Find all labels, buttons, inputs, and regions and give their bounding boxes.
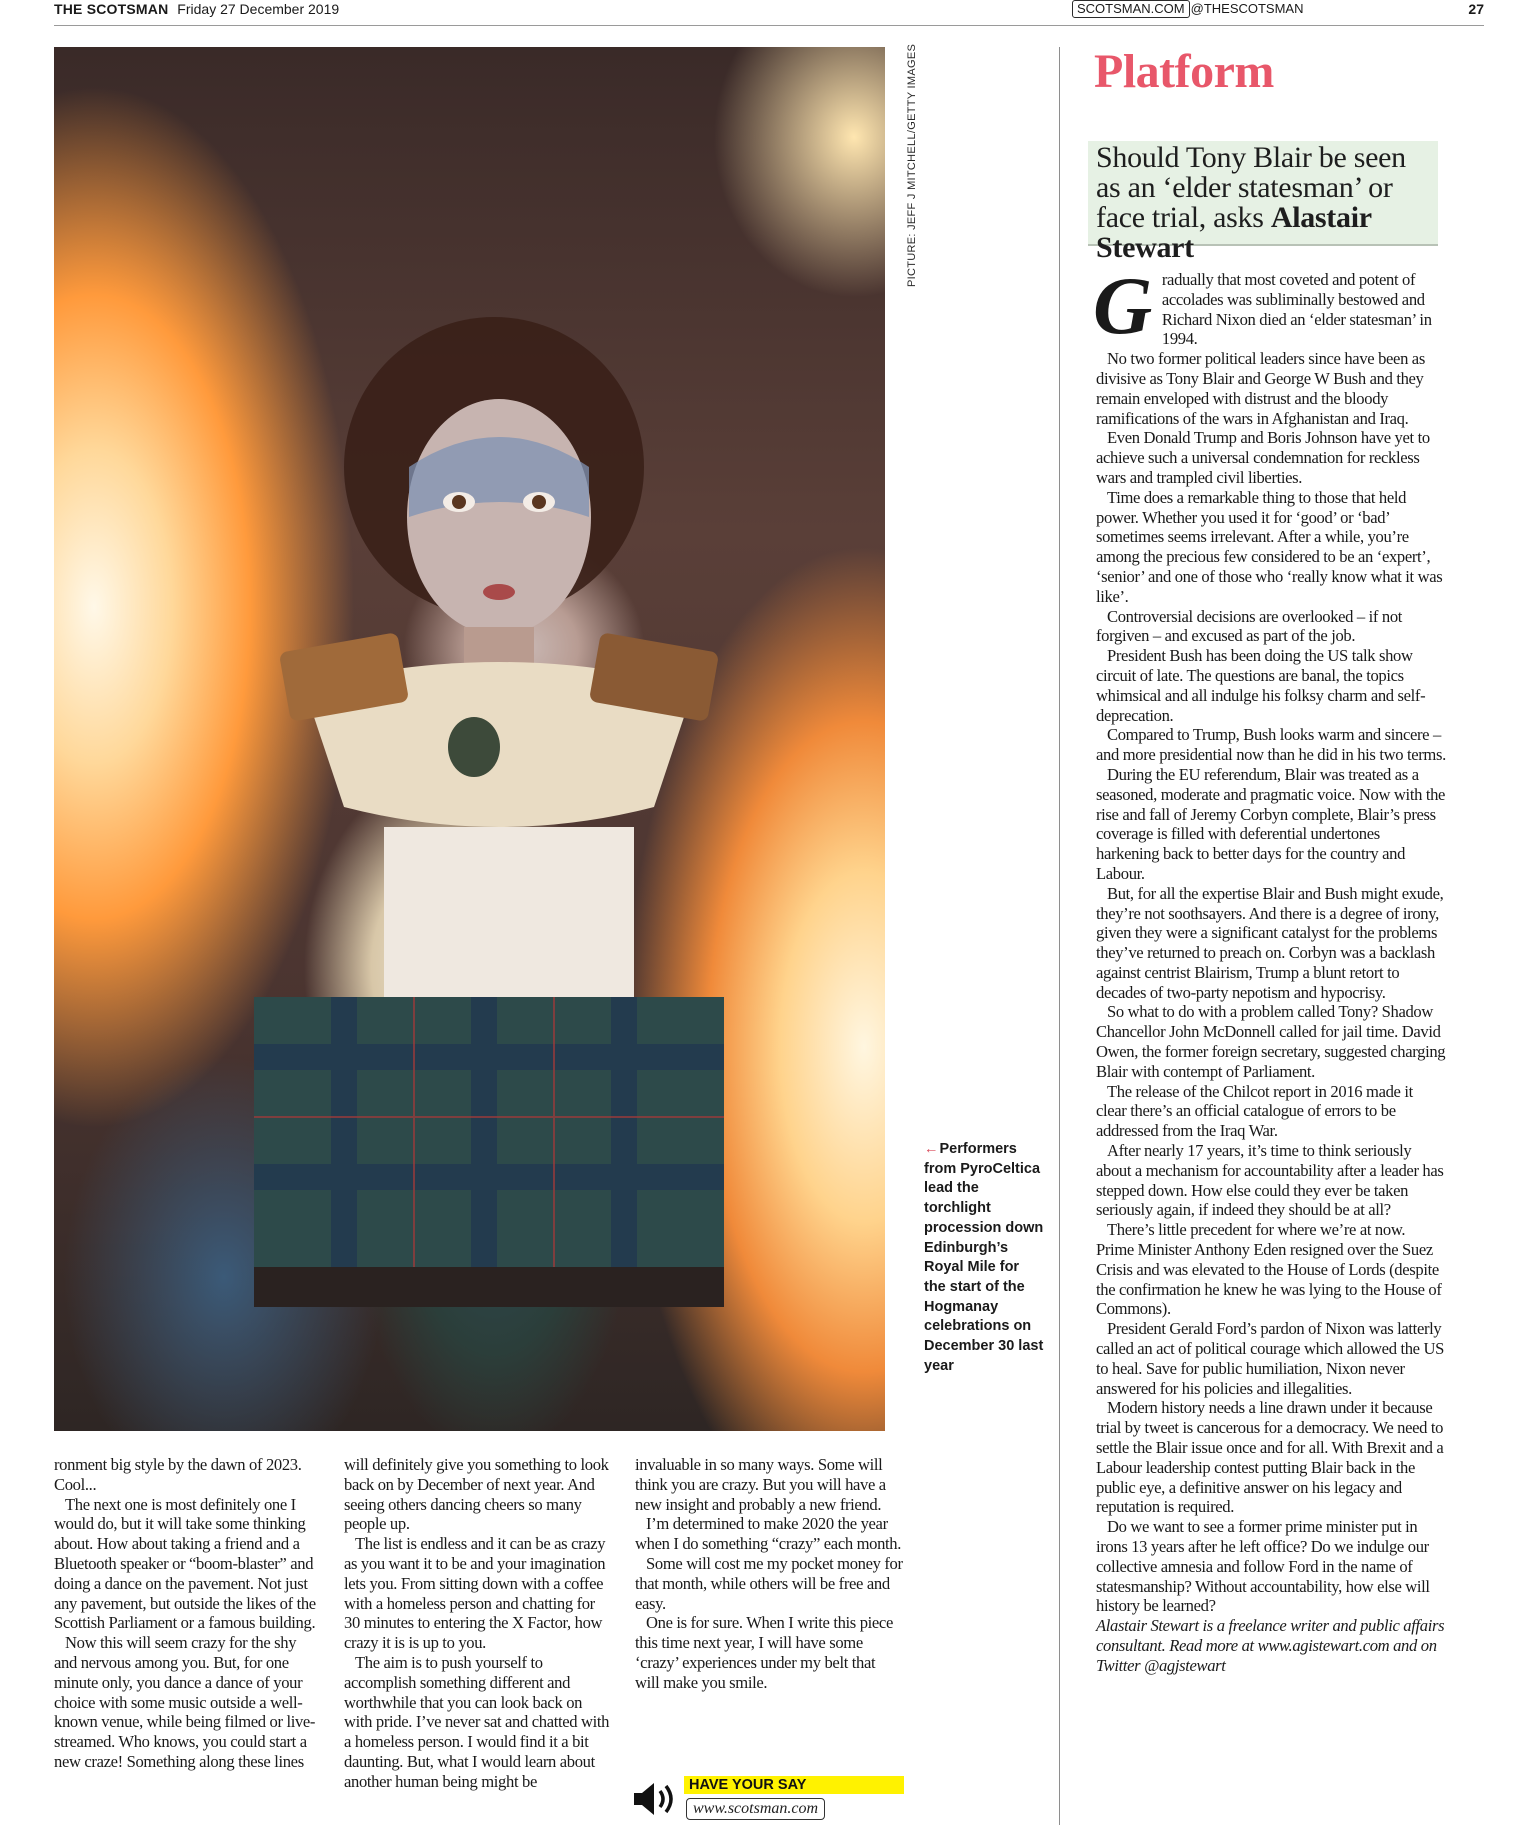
paragraph: Do we want to see a former prime minister put in irons 13 years after he left office? Do we indulge our collective amnesia and follow Ford in the name of statesmanship? Without accountability, how else will history be learned?	[1096, 1517, 1430, 1616]
paragraph: During the EU referendum, Blair was treated as a seasoned, moderate and pragmatic voice. Now with the rise and fall of Jeremy Corbyn complete, Blair’s press coverage is filled with deferential undertones harkening back to better days for the country and Labour.	[1096, 764, 1446, 883]
paragraph: invaluable in so many ways. Some will think you are crazy. But you will have a new insight and probably a new friend.	[635, 1455, 886, 1514]
paragraph: The aim is to push yourself to accomplish something different and worthwhile that you can look back on with pride. I’ve never sat and chatted with a homeless person. I would find it a bit daunting. But, what I would learn about another human being might be	[344, 1652, 610, 1791]
paragraph: Controversial decisions are overlooked – if not forgiven – and excused as part of the job.	[1096, 606, 1403, 646]
masthead-center	[1072, 0, 1304, 18]
have-your-say	[632, 1771, 904, 1829]
author-bio: Alastair Stewart is a freelance writer and public affairs consultant. Read more at www.agistewart.com and on Twitter @agjstewart	[1096, 1616, 1445, 1675]
paragraph: No two former political leaders since have been as divisive as Tony Blair and George W Bush and they remain enveloped with distrust and the bloody ramifications of the wars in Afghanistan and Iraq.	[1096, 349, 1425, 428]
article-column-3	[635, 1455, 903, 1693]
paragraph: The next one is most definitely one I would do, but it will take some thinking about. How about taking a friend and a Bluetooth speaker or “boom-blaster” and doing a dance on the pavement. Not just any pavement, but outside the likes of the Scottish Parliament or a famous building.	[54, 1494, 316, 1633]
photo-illustration	[54, 47, 885, 1431]
twitter-handle[interactable]: @THESCOTSMAN	[1190, 1, 1304, 16]
site-link[interactable]: SCOTSMAN.COM	[1072, 0, 1190, 18]
paragraph: President Bush has been doing the US talk show circuit of late. The questions are banal, the topics whimsical and all indulge his folksy charm and self-deprecation.	[1096, 646, 1426, 725]
paragraph: There’s little precedent for where we’re at now. Prime Minister Anthony Eden resigned over the Suez Crisis and was elevated to the House of Lords (despite the confirmation he knew he was lying to the House of Commons).	[1096, 1220, 1442, 1319]
speaker-icon	[632, 1779, 682, 1819]
photo-caption	[924, 1140, 1044, 1376]
headline-text: Should Tony Blair be seen as an ‘elder statesman’ or face trial, asks	[1096, 141, 1406, 234]
paragraph: The release of the Chilcot report in 2016 made it clear there’s an official catalogue of errors to be addressed from the Iraq War.	[1096, 1081, 1413, 1141]
article-column-1	[54, 1455, 318, 1772]
issue-date: Friday 27 December 2019	[177, 1, 340, 17]
caption-text: Performers from PyroCeltica lead the torchlight procession down Edinburgh’s Royal Mile for the start of the Hogmanay celebrations on December 30 last year	[924, 1141, 1044, 1374]
paragraph: Time does a remarkable thing to those that held power. Whether you used it for ‘good’ or ‘bad’ sometimes seems irrelevant. After a while, you’re among the precious few considered to be an ‘expert’, ‘senior’ and one of those who ‘really know what it was like’.	[1096, 487, 1443, 606]
photo-credit: PICTURE: JEFF J MITCHELL/GETTY IMAGES	[906, 43, 918, 287]
paper-name: THE SCOTSMAN	[54, 1, 169, 17]
headline-author: Alastair Stewart	[1096, 201, 1372, 264]
paragraph: I’m determined to make 2020 the year when I do something “crazy” each month.	[635, 1514, 902, 1554]
paragraph: But, for all the expertise Blair and Bush might exude, they’re not soothsayers. And there is a degree of irony, given they were a significant catalyst for the problems they’ve returned to preach on. Corbyn was a backlash against centrist Blairism, Trump a blunt retort to decades of two-party nepotism and hypocrisy.	[1096, 883, 1444, 1002]
platform-paragraphs	[1096, 349, 1446, 1616]
arrow-left-icon: ←	[924, 1141, 939, 1157]
paragraph: The list is endless and it can be as crazy as you want it to be and your imagination lets you. From sitting down with a coffee with a homeless person and chatting for 30 minutes to entering the X Factor, how crazy it is is up to you.	[344, 1534, 606, 1653]
paragraph: ronment big style by the dawn of 2023. Cool...	[54, 1455, 302, 1494]
have-your-say-label: HAVE YOUR SAY	[689, 1777, 807, 1793]
have-your-say-link[interactable]: www.scotsman.com	[686, 1798, 825, 1820]
platform-article-body	[1093, 260, 1446, 1676]
article-column-2	[344, 1455, 612, 1792]
paragraph: Compared to Trump, Bush looks warm and sincere – and more presidential now than he did in his two terms.	[1096, 725, 1446, 765]
procession-photo	[54, 47, 885, 1431]
page-number: 27	[1468, 1, 1484, 17]
headline	[1088, 141, 1438, 264]
paragraph: Even Donald Trump and Boris Johnson have yet to achieve such a universal condemnation for reckless wars and trampled civil liberties.	[1096, 428, 1430, 487]
paragraph: Some will cost me my pocket money for that month, while others will be free and easy.	[635, 1553, 903, 1613]
paragraph: Modern history needs a line drawn under it because trial by tweet is cancerous for a democracy. We need to settle the Blair issue once and for all. With Brexit and a Labour leadership contest putting Blair back in the public eye, a definitive answer on his legacy and reputation is required.	[1096, 1398, 1444, 1517]
first-paragraph	[1093, 260, 1446, 351]
drop-cap: G	[1093, 260, 1152, 351]
column-divider	[1059, 47, 1060, 1825]
paragraph: After nearly 17 years, it’s time to think seriously about a mechanism for accountability after a leader has stepped down. How else could they ever be taken seriously again, if indeed they should be at all?	[1096, 1141, 1444, 1220]
paragraph: will definitely give you something to look back on by December of next year. And seeing others dancing cheers so many people up.	[344, 1455, 609, 1534]
first-paragraph-text: radually that most coveted and potent of accolades was subliminally bestowed and Richard Nixon died an ‘elder statesman’ in 1994.	[1161, 270, 1432, 349]
paragraph: One is for sure. When I write this piece this time next year, I will have some ‘crazy’ experiences under my belt that will make you smile.	[635, 1613, 893, 1692]
paragraph: President Gerald Ford’s pardon of Nixon was latterly called an act of political courage which allowed the US to heal. Save for public humiliation, Nixon never answered for his policies and illegalities.	[1096, 1319, 1444, 1398]
section-title: Platform	[1094, 45, 1274, 98]
paragraph: Now this will seem crazy for the shy and nervous among you. But, for one minute only, you dance a dance of your choice with some music outside a well-known venue, while being filmed or live-streamed. Who knows, you could start a new craze! Something along these lines	[54, 1633, 316, 1771]
paragraph: So what to do with a problem called Tony? Shadow Chancellor John McDonnell called for jail time. David Owen, the former foreign secretary, suggested charging Blair with contempt of Parliament.	[1096, 1002, 1446, 1081]
masthead	[54, 0, 1484, 26]
masthead-left	[54, 1, 339, 17]
